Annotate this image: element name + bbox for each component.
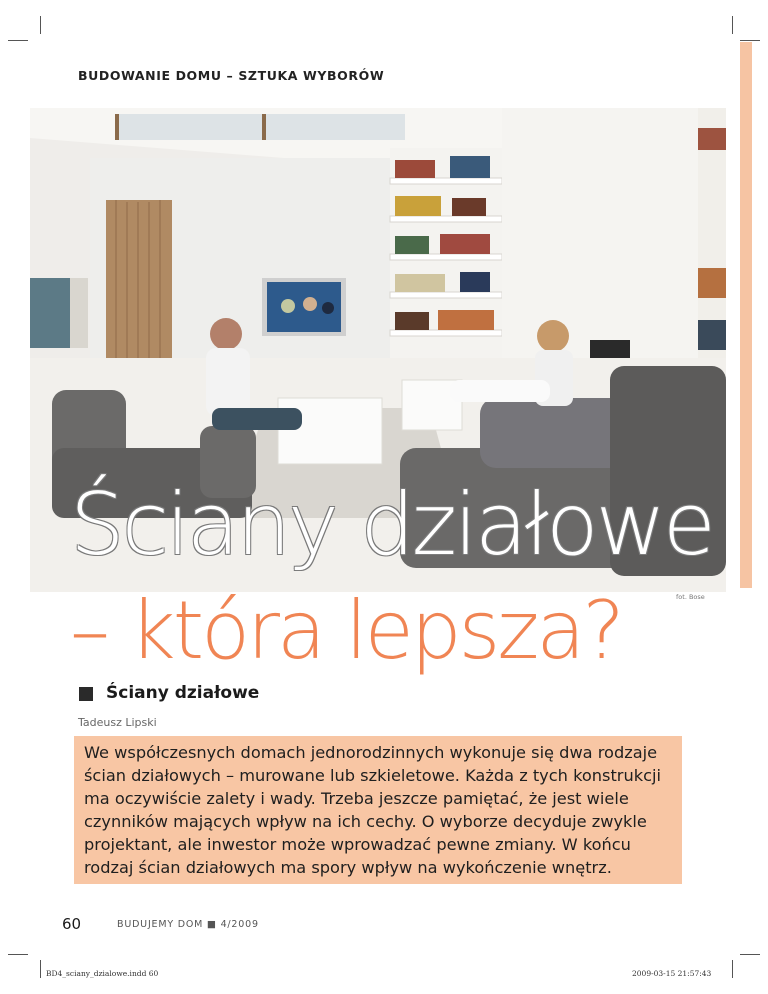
section-marker-square	[79, 687, 93, 701]
crop-mark	[740, 40, 760, 41]
page-number: 60	[62, 915, 82, 933]
crop-mark	[740, 954, 760, 955]
footer-timestamp: 2009-03-15 21:57:43	[632, 969, 712, 978]
section-header: BUDOWANIE DOMU – SZTUKA WYBORÓW	[78, 68, 385, 83]
subsection-label: Ściany działowe	[106, 683, 260, 703]
crop-mark	[732, 960, 733, 978]
author-name: Tadeusz Lipski	[78, 716, 157, 729]
crop-mark	[40, 16, 41, 34]
crop-mark	[40, 960, 41, 978]
crop-mark	[732, 16, 733, 34]
crop-mark	[8, 954, 28, 955]
crop-mark	[8, 40, 28, 41]
article-title-line2: – która lepsza?	[70, 584, 622, 677]
lead-paragraph: We współczesnych domach jednorodzinnych wykonuje się dwa rodzaje ścian działowych – murowane lub szkieletowe. Każda z tych konstrukcji ma oczywiście zalety i wady. Trzeba jeszcze pamiętać, że jest wiele czynników mających wpływ na ich cechy. O wyborze decyduje zwykle projektant, ale inwestor może wprowadzać pewne zmiany. W końcu rodzaj ścian działowych ma spory wpływ na wykończenie wnętrz.	[84, 743, 661, 877]
photo-credit: fot. Bose	[676, 593, 705, 601]
footer-file-name: BD4_sciany_dzialowe.indd 60	[46, 969, 159, 978]
article-title-line1: Ściany działowe	[70, 475, 713, 575]
page-edge-stripe	[740, 42, 752, 588]
magazine-issue: BUDUJEMY DOM ■ 4/2009	[117, 919, 259, 930]
